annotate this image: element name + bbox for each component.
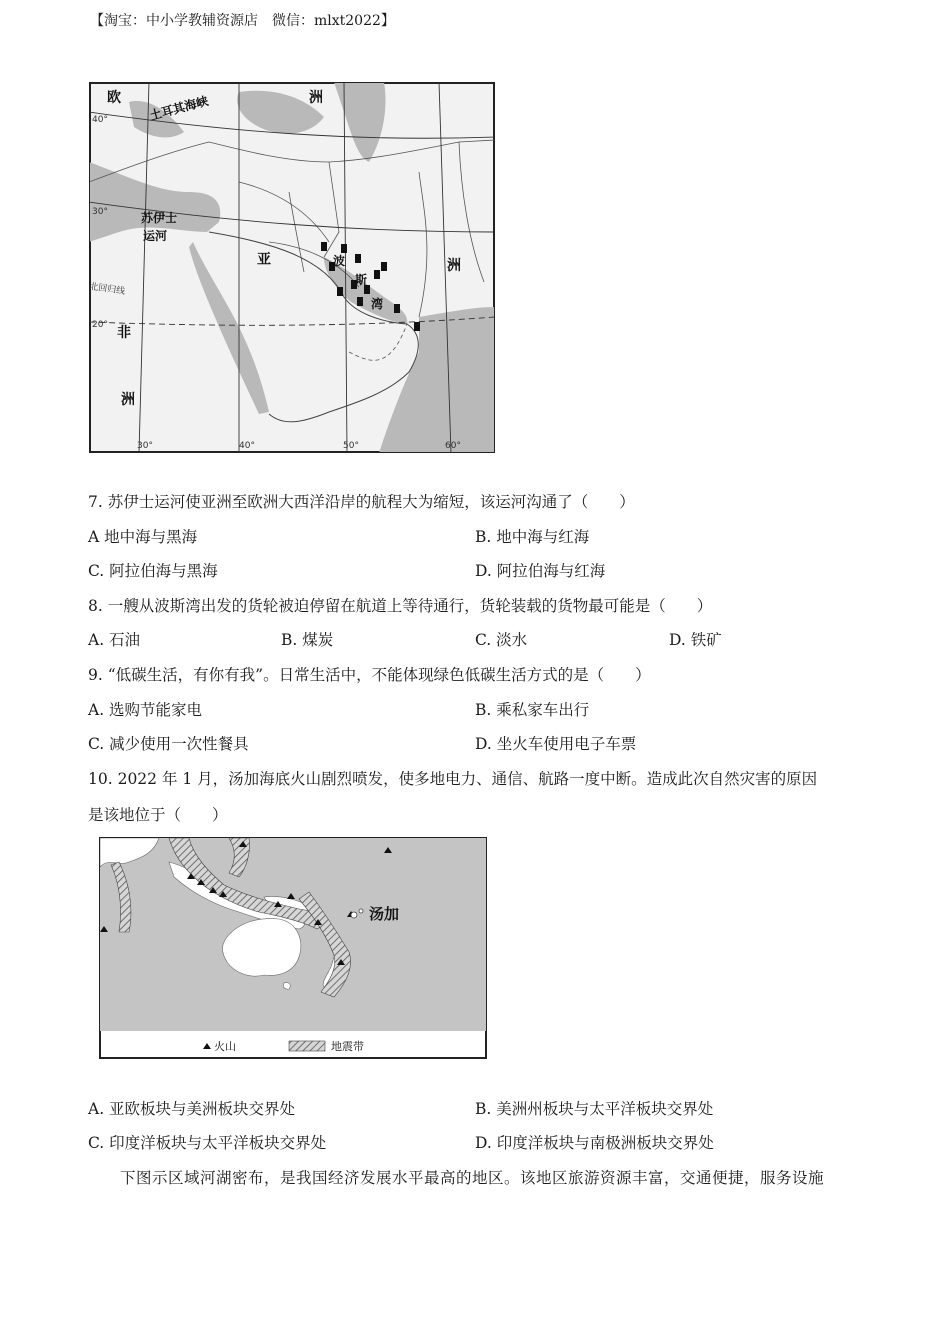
label-bosporus: 土耳其海峡 <box>148 93 210 123</box>
q7-option-b[interactable]: B. 地中海与红海 <box>475 528 590 546</box>
label-europe2: 洲 <box>309 90 323 106</box>
q9-option-b[interactable]: B. 乘私家车出行 <box>475 701 590 719</box>
label-persian3: 湾 <box>371 297 384 311</box>
q10-stem-line1: 10. 2022 年 1 月，汤加海底火山剧烈喷发，使多地电力、通信、航路一度中断。造成此次自然灾害的原因 <box>88 770 818 788</box>
q7-option-c[interactable]: C. 阿拉伯海与黑海 <box>88 562 218 580</box>
tick-lon30: 30° <box>137 441 153 451</box>
middle-east-map <box>89 82 495 453</box>
q9-option-d[interactable]: D. 坐火车使用电子车票 <box>475 735 637 753</box>
q9-option-c[interactable]: C. 减少使用一次性餐具 <box>88 735 249 753</box>
legend-quake-swatch <box>289 1041 325 1051</box>
tick-lon60: 60° <box>445 441 461 451</box>
q9-stem: 9. “低碳生活，有你有我”。日常生活中，不能体现绿色低碳生活方式的是（ ） <box>88 666 651 684</box>
q8-stem: 8. 一艘从波斯湾出发的货轮被迫停留在航道上等待通行，货轮装载的货物最可能是（ ） <box>88 597 713 615</box>
q7-stem: 7. 苏伊士运河使亚洲至欧洲大西洋沿岸的航程大为缩短，该运河沟通了（ ） <box>88 493 635 511</box>
q8-option-d[interactable]: D. 铁矿 <box>669 631 722 649</box>
label-canal: 运河 <box>143 229 168 243</box>
label-suez: 苏伊士 <box>141 211 178 225</box>
q10-option-d[interactable]: D. 印度洋板块与南极洲板块交界处 <box>475 1134 714 1152</box>
q7-option-d[interactable]: D. 阿拉伯海与红海 <box>475 562 606 580</box>
label-tropic: 北回归线 <box>89 282 126 297</box>
label-persian2: 斯 <box>355 273 368 287</box>
label-persian1: 波 <box>333 254 346 268</box>
tasmania <box>283 982 290 989</box>
label-africa2: 洲 <box>121 392 135 408</box>
page-header: 【淘宝：中小学教辅资源店 微信：mlxt2022】 <box>90 13 395 29</box>
q10-option-b[interactable]: B. 美洲州板块与太平洋板块交界处 <box>475 1100 714 1118</box>
q10-option-a[interactable]: A. 亚欧板块与美洲板块交界处 <box>88 1100 296 1118</box>
label-asia1: 亚 <box>257 252 271 268</box>
q7-option-a[interactable]: A 地中海与黑海 <box>88 528 198 546</box>
tick-lat30: 30° <box>92 207 108 217</box>
q9-option-a[interactable]: A. 选购节能家电 <box>88 701 203 719</box>
tick-lon50: 50° <box>343 441 359 451</box>
label-europe: 欧 <box>107 90 121 106</box>
q10-stem-line2: 是该地位于（ ） <box>88 806 228 824</box>
q8-option-b[interactable]: B. 煤炭 <box>281 631 334 649</box>
q8-option-a[interactable]: A. 石油 <box>88 631 141 649</box>
label-asia2: 洲 <box>447 258 461 274</box>
legend-volcano-label: 火山 <box>214 1040 236 1053</box>
label-africa1: 非 <box>117 325 131 341</box>
tick-lat20: 20° <box>92 320 108 330</box>
tick-lat40: 40° <box>92 115 108 125</box>
q8-option-c[interactable]: C. 淡水 <box>475 631 528 649</box>
q10-option-c[interactable]: C. 印度洋板块与太平洋板块交界处 <box>88 1134 327 1152</box>
next-passage-intro: 下图示区域河湖密布，是我国经济发展水平最高的地区。该地区旅游资源丰富，交通便捷，服务设施 <box>120 1169 825 1187</box>
legend-quake-label: 地震带 <box>331 1040 364 1053</box>
label-tonga: 汤加 <box>369 905 400 923</box>
tonga-volcano-map <box>99 837 487 1059</box>
tick-lon40: 40° <box>239 441 255 451</box>
